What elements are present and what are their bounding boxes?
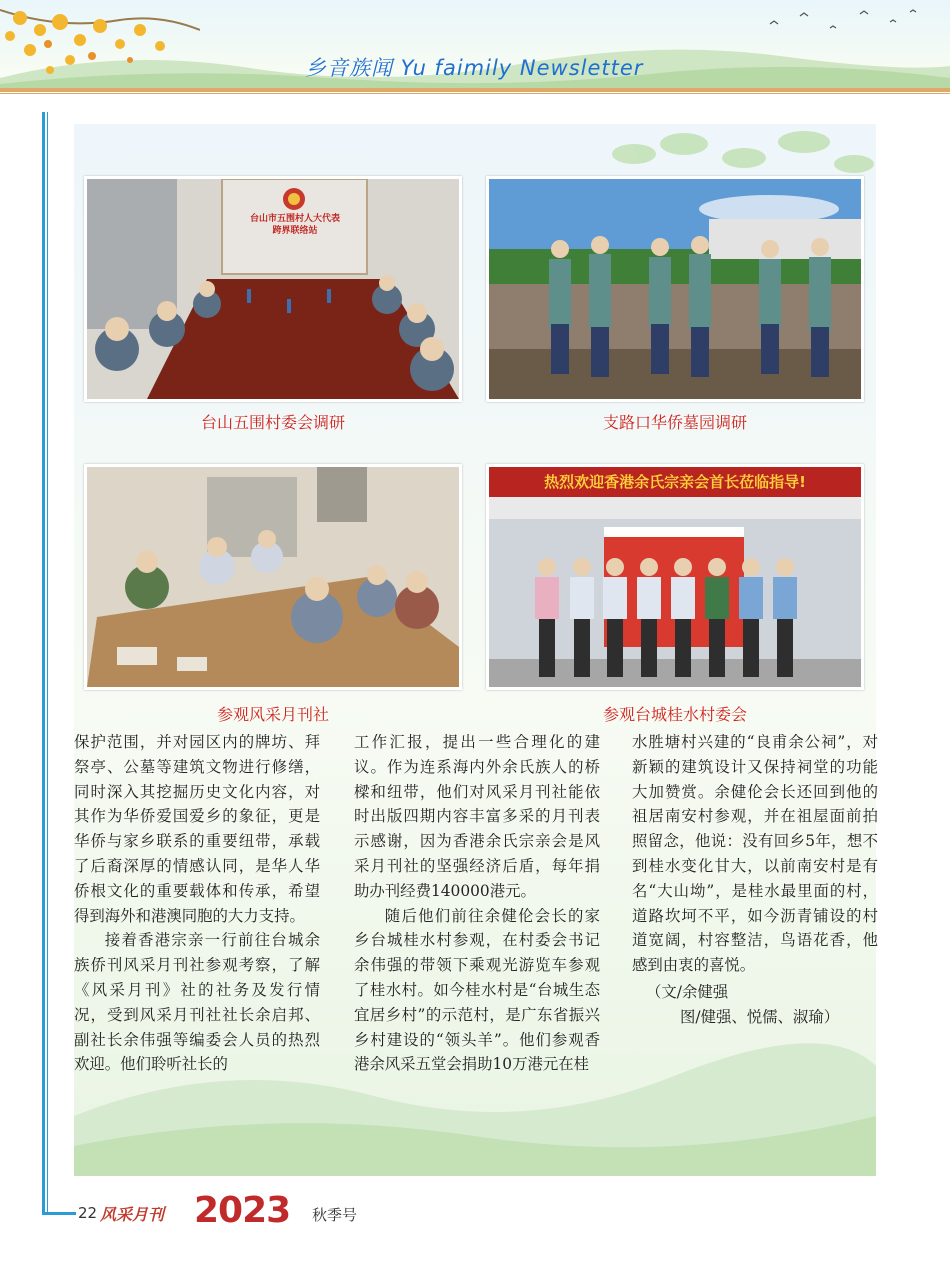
left-margin-bar-thin [47, 112, 48, 1212]
magazine-name: 风采月刊 [100, 1205, 165, 1224]
welcome-banner-text: 热烈欢迎香港余氏宗亲会首长莅临指导! [544, 473, 806, 491]
birds-decoration [760, 4, 930, 44]
photo-meeting-room [84, 176, 462, 402]
article-column-3 [632, 730, 878, 1030]
sign-text-line-1: 台山市五围村人大代表 [249, 214, 340, 224]
header-rule-thin [0, 93, 950, 94]
article-column-2 [354, 730, 600, 1077]
photo-caption-1: 台山五围村委会调研 [200, 413, 345, 432]
magazine-office-illustration [87, 467, 459, 687]
article-paragraph: 保护范围，并对园区内的牌坊、拜祭亭、公墓等建筑文物进行修缮，同时深入其挖掘历史文化内容，对其作为华侨爱国爱乡的象征，更是华侨与家乡联系的重要纽带，承载了后裔深厚的情感认同，是华人华侨根文化的重要载体和传承，希望得到海外和港澳同胞的大力支持。 [74, 733, 320, 925]
photo-magazine-office [84, 464, 462, 690]
header-title: 乡音族闻 Yu faimily Newsletter [305, 56, 644, 80]
article-paragraph: 接着香港宗亲一行前往台城余族侨刊风采月刊社参观考察，了解《风采月刊》社的社务及发行情况，受到风采月刊社社长余启邦、副社长余伟强等编委会人员的热烈欢迎。他们聆听社长的 [74, 931, 320, 1074]
issue-year: 2023 [194, 1190, 291, 1231]
credit-text-author: （文/余健强 [646, 982, 729, 1001]
village-committee-illustration [489, 467, 861, 687]
photo-cemetery [486, 176, 864, 402]
article-paragraph: 随后他们前往余健伦会长的家乡台城桂水村参观，在村委会书记余伟强的带领下乘观光游览车参观了桂水村。如今桂水村是“台城生态宜居乡村”的示范村，是广东省振兴乡村建设的“领头羊”。他们参观香港余风采五堂会捐助10万港元在桂 [354, 906, 600, 1074]
meeting-room-illustration [87, 179, 459, 399]
photo-caption-4: 参观台城桂水村委会 [602, 705, 747, 724]
header-rule [0, 88, 950, 92]
issue-season: 秋季号 [312, 1206, 358, 1224]
cemetery-illustration [489, 179, 861, 399]
bottom-margin-bar [42, 1212, 76, 1215]
sign-text [227, 213, 363, 237]
article-paragraph: 水胜塘村兴建的“良甫余公祠”，对新颖的建筑设计又保持祠堂的功能大加赞赏。余健伦会长还回到他的祖居南安村参观，并在祖屋面前拍照留念，他说：没有回乡5年，想不到桂水变化甘大，以前南安村是有名“大山坳”，是桂水最里面的村，道路坎坷不平，如今沥青铺设的村道宽阔，村容整洁，鸟语花香，他感到由衷的喜悦。 [632, 733, 878, 975]
ginkgo-leaves-decoration [0, 0, 200, 90]
page-number: 22 [78, 1204, 98, 1222]
photo-village-committee [486, 464, 864, 690]
article-column-1 [74, 730, 320, 1077]
sign-text-line-2: 跨界联络站 [272, 226, 318, 236]
page-header [0, 0, 950, 96]
credit-photo-author: 图/健强、悦儒、淑瑜） [680, 1007, 840, 1026]
article-paragraph: 工作汇报，提出一些合理化的建议。作为连系海内外余氏族人的桥樑和纽带，他们对风采月刊社能依时出版四期内容丰富多采的月刊表示感谢，因为香港余氏宗亲会是风采月刊社的坚强经济后盾，每年捐助办刊经费140000港元。 [354, 733, 600, 900]
article-credit [632, 980, 878, 1030]
left-margin-bar [42, 112, 45, 1212]
photo-caption-2: 支路口华侨墓园调研 [602, 413, 747, 432]
photo-caption-3: 参观风采月刊社 [216, 705, 329, 724]
